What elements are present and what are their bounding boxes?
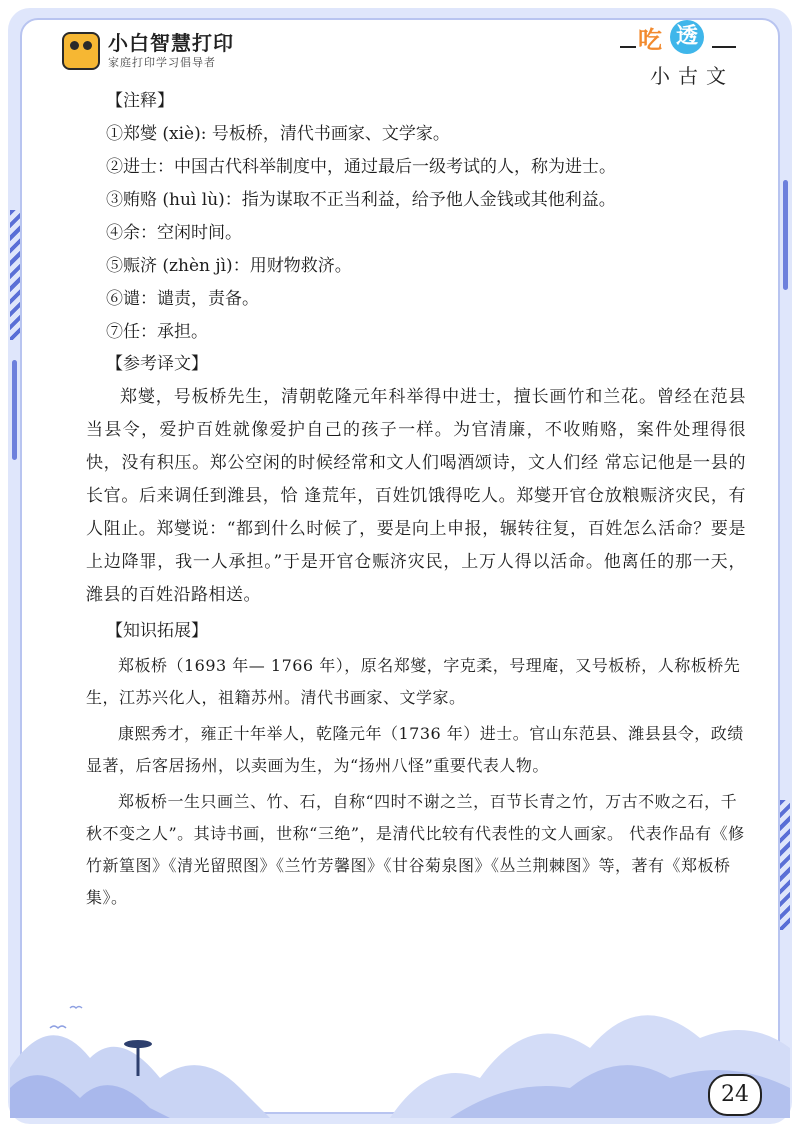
translation-heading: 【参考译文】 [106, 354, 208, 374]
brand-logo [62, 32, 234, 70]
badge-line [620, 46, 636, 48]
knowledge-paragraph: 郑板桥一生只画兰、竹、石，自称“四时不谢之兰，百节长青之竹，万古不败之石，千秋不变之人”。其诗书画，世称“三绝”，是清代比较有代表性的文人画家。 代表作品有《修竹新篁图》《清光留照图》《兰竹芳馨图》《甘谷菊泉图》《丛兰荆棘图》等，著有《郑板桥集》。 [86, 792, 745, 907]
badge-char-2: 透 [670, 20, 704, 54]
badge-char-1: 吃 [638, 26, 662, 54]
badge-label: 小古文 [650, 64, 734, 88]
decor-stripes-right [780, 800, 790, 930]
decor-bar-right [783, 180, 788, 290]
note-item: ⑦任：承担。 [106, 322, 208, 342]
note-item: ①郑燮 (xiè): 号板桥，清代书画家、文学家。 [106, 124, 450, 144]
page-number: 24 [708, 1074, 762, 1116]
note-item: ②进士：中国古代科举制度中，通过最后一级考试的人，称为进士。 [106, 157, 616, 177]
mountain-landscape-illustration [10, 948, 790, 1118]
translation-text: 郑燮，号板桥先生，清朝乾隆元年科举得中进士，擅长画竹和兰花。曾经在范县当县令，爱护百姓就像爱护自己的孩子一样。为官清廉，不收贿赂，案件处理得很快，没有积压。郑公空闲的时候经常和文人们喝酒颂诗，文人们经 常忘记他是一县的长官。后来调任到潍县，恰 逢荒年，百姓饥饿得吃人。郑燮开官仓放粮赈济灾民，有人阻止。郑燮说：“都到什么时候了，要是向上申报，辗转往复，百姓怎么活命？要是上边降罪，我一人承担。”于是开官仓赈济灾民，上万人得以活命。他离任的那一天，潍县的百姓沿路相送。 [86, 387, 746, 605]
main-content [86, 86, 746, 914]
printer-mascot-icon [62, 32, 100, 70]
decor-stripes-left [10, 210, 20, 340]
decor-bar-left [12, 360, 17, 460]
badge-line [712, 46, 736, 48]
note-item: ④余：空闲时间。 [106, 223, 242, 243]
series-badge [620, 16, 740, 86]
note-item: ⑤赈济 (zhèn jì)：用财物救济。 [106, 256, 352, 276]
knowledge-heading: 【知识拓展】 [106, 621, 208, 641]
logo-title: 小白智慧打印 [108, 31, 234, 55]
note-item: ⑥谴：谴责，责备。 [106, 289, 259, 309]
notes-heading: 【注释】 [106, 91, 174, 111]
knowledge-paragraph: 郑板桥（1693 年— 1766 年），原名郑燮，字克柔，号理庵，又号板桥，人称板桥先生，江苏兴化人，祖籍苏州。清代书画家、文学家。 [86, 656, 741, 707]
note-item: ③贿赂 (huì lù)：指为谋取不正当利益，给予他人金钱或其他利益。 [106, 190, 616, 210]
knowledge-paragraph: 康熙秀才，雍正十年举人，乾隆元年（1736 年）进士。官山东范县、潍县县令，政绩显著，后客居扬州，以卖画为生，为“扬州八怪”重要代表人物。 [86, 724, 744, 775]
logo-subtitle: 家庭打印学习倡导者 [108, 56, 216, 69]
